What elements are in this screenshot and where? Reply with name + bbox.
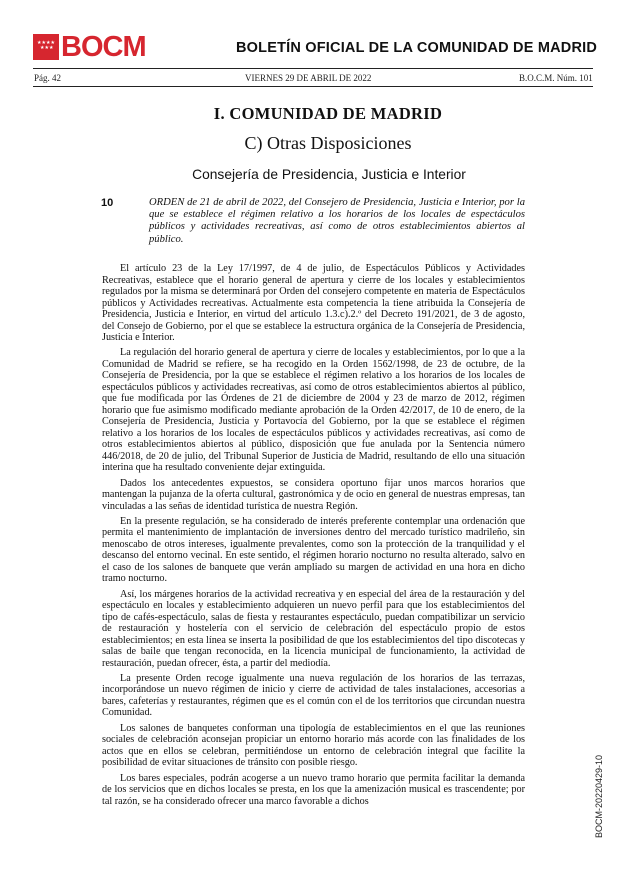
page-number: Pág. 42 (34, 73, 61, 83)
logo-text: BOCM (61, 31, 146, 63)
department-title: Consejería de Presidencia, Justicia e Interior (192, 167, 466, 182)
paragraph: El artículo 23 de la Ley 17/1997, de 4 de julio, de Espectáculos Públicos y Actividades Recreativas, establece que el horario general de apertura y cierre de los locales y establecimientos regulados por la misma se determinará por Orden del consejero competente en materia de Espectáculos públicos y Actividades recreativas. Actualmente esta competencia la tiene atribuida la Consejería de Presidencia, Justicia e Interior, en virtud del artículo 1.3.c).2.º del Decreto 191/2021, de 3 de agosto, del Consejo de Gobierno, por el que se establece la estructura orgánica de la Consejería de Presidencia, Justicia e Interior. (102, 263, 525, 343)
body-text (102, 263, 525, 811)
paragraph: Los bares especiales, podrán acogerse a un nuevo tramo horario que permita facilitar la demanda de los servicios que en dichos locales se presta, en los que la amenización musical es trascendente; por tal razón, se ha considerado ofrecer una marco favorable a dichos (102, 772, 525, 807)
bocm-logo (33, 33, 146, 61)
subsection-title: C) Otras Disposiciones (244, 133, 412, 153)
paragraph: Dados los antecedentes expuestos, se considera oportuno fijar unos marcos horarios que mantengan la pujanza de la oferta cultural, gastronómica y de ocio en general de nuestras empresas, tan vinculadas a las señas de identidad turística de nuestra Región. (102, 477, 525, 512)
paragraph: La regulación del horario general de apertura y cierre de locales y establecimientos, por lo que a la Comunidad de Madrid se refiere, se ha recogido en la Orden 1562/1998, de 23 de octubre, de la Consejería de Presidencia, por la que se establece el régimen relativo a los horarios de los locales de espectáculos públicos y actividades recreativas, así como de otros establecimientos abiertos al público, que fue modificada por las Órdenes de 21 de diciembre de 2004 y 23 de marzo de 2012, régimen horario que fue asimismo modificado mediante aprobación de la Orden 42/2017, de 10 de enero, de la Consejería de Presidencia, Justicia y Portavocía del Gobierno, por la que se establece el régimen relativo a los horarios de los locales de espectáculos públicos y actividades recreativas, así como de otros establecimientos abiertos al público, disposición que fue anulada por la Sentencia número 446/2018, de 20 de julio, del Tribunal Superior de Justicia de Madrid, resultando de ello una situación interina que ha resultado conveniente dejar extinguida. (102, 347, 525, 474)
section-title: I. COMUNIDAD DE MADRID (213, 104, 443, 123)
decree-summary: ORDEN de 21 de abril de 2022, del Consejero de Presidencia, Justicia e Interior, por la que se establece el régimen relativo a los horarios de los locales de espectáculos públicos y actividades recreativas, así como de otros establecimientos abiertos al público. (149, 197, 525, 245)
paragraph: La presente Orden recoge igualmente una nueva regulación de los horarios de las terrazas, incorporándose un nuevo régimen de inicio y cierre de actividad de tales instalaciones, accesorias a bares, cafeterías y restaurantes, régimen que es el común con el de los territorios que circundan nuestra Comunidad. (102, 672, 525, 719)
paragraph: Los salones de banquetes conforman una tipología de establecimientos en el que las reuniones sociales de celebración aconsejan propiciar un entorno horario más acorde con las finalidades de los actos que en ellos se celebran, permitiéndose un entorno de celebración integral que facilite la posibilidad de evitar situaciones de tránsito con posible riesgo. (102, 722, 525, 769)
issue-date: VIERNES 29 DE ABRIL DE 2022 (245, 73, 372, 83)
issue-number: B.O.C.M. Núm. 101 (519, 73, 593, 83)
madrid-flag-icon: ★★★★ ★★★ (33, 34, 59, 60)
header-rule-top (33, 68, 593, 69)
decree-number: 10 (101, 197, 114, 209)
side-reference: BOCM-20220429-10 (594, 754, 604, 838)
bulletin-title: BOLETÍN OFICIAL DE LA COMUNIDAD DE MADRID (236, 40, 598, 56)
paragraph: Así, los márgenes horarios de la actividad recreativa y en especial del área de la restauración y del espectáculo en locales y establecimiento adquieren un nuevo perfil para que los establecimientos del tipo de cafés-espectáculo, salas de fiesta y restaurantes espectáculo, puedan compatibilizar un servicio de restauración y hostelería con el servicio de celebración del espectáculo propio de estos establecimientos; en esta línea se inserta la posibilidad de que los establecimientos del tipo discotecas y salas de baile que tengan reconocida, en la licencia municipal de funcionamiento, la actividad de restauración, puedan ofrecer, ésta, a partir del mediodía. (102, 588, 525, 669)
header-rule-bottom (33, 86, 593, 87)
paragraph: En la presente regulación, se ha considerado de interés preferente contemplar una ordenación que permita el mantenimiento de implantación de inversiones dentro del mercado turístico madrileño, sin menoscabo de otros intereses, igualmente prevalentes, como son la protección de la tranquilidad y el descanso del entorno vecinal. En este sentido, el régimen horario nocturno no resulta alterado, salvo en el caso de los salones de banquete que verán ampliado su margen de actividad en una hora en dicho tramo nocturno. (102, 515, 525, 585)
